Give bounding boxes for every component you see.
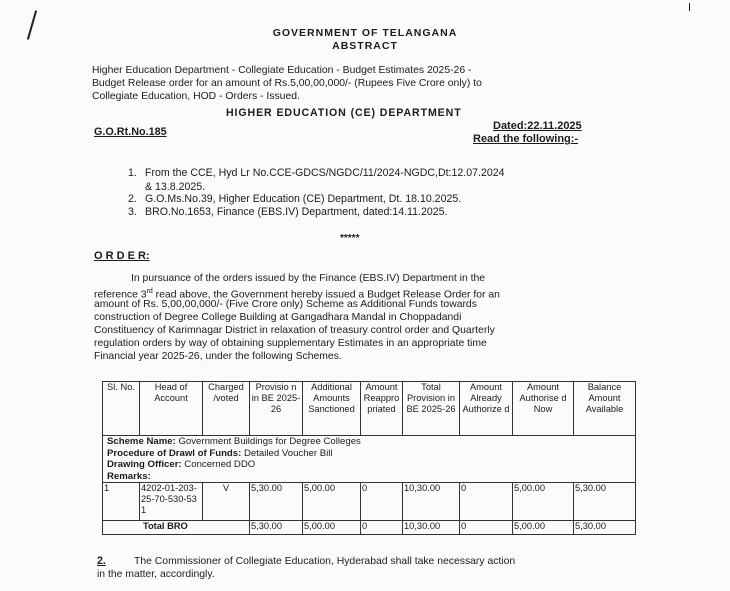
total-already-authorized: 0 bbox=[460, 521, 513, 535]
total-balance: 5,30.00 bbox=[574, 521, 636, 535]
order-line-2: reference 3rd read above, the Government hereby issued a Budget Release Order for an bbox=[94, 288, 500, 301]
total-row bbox=[103, 521, 636, 535]
total-reappropriated: 0 bbox=[361, 521, 403, 535]
order-line-5: Constituency of Karimnagar District in relaxation of treasury control order and Quarterly bbox=[94, 325, 495, 336]
scheme-name: Scheme Name: Government Buildings for Degree Colleges bbox=[107, 436, 361, 447]
subject-line-3: Collegiate Education, HOD - Orders - Issued. bbox=[92, 91, 300, 102]
scheme-info-row bbox=[103, 436, 636, 483]
cell-head-of-account: 4202-01-203-25-70-530-531 bbox=[140, 483, 203, 521]
separator-stars: ***** bbox=[340, 233, 360, 244]
cell-additional: 5,00.00 bbox=[303, 483, 361, 521]
cell-balance: 5,30.00 bbox=[574, 483, 636, 521]
col-header-authorised-now: Amount Authorise d Now bbox=[513, 382, 574, 436]
order-line-4: construction of Degree College Building at Gangadhara Mandal in Choppadandi bbox=[94, 312, 462, 323]
subject-line-1: Higher Education Department - Collegiate Education - Budget Estimates 2025-26 - bbox=[92, 65, 472, 76]
procedure-of-drawl: Procedure of Drawl of Funds: Detailed Voucher Bill bbox=[107, 447, 333, 459]
total-label: Total BRO bbox=[103, 521, 250, 535]
para-2-line-2: in the matter, accordingly. bbox=[97, 569, 215, 580]
para-2-number: 2. bbox=[97, 555, 106, 567]
ref-2-number: 2. bbox=[128, 193, 137, 205]
department-title: HIGHER EDUCATION (CE) DEPARTMENT bbox=[226, 107, 462, 119]
total-additional: 5,00.00 bbox=[303, 521, 361, 535]
cell-charged-voted: V bbox=[203, 483, 250, 521]
col-header-reappropriated: Amount Reappro priated bbox=[361, 382, 403, 436]
cell-authorised-now: 5,00.00 bbox=[513, 483, 574, 521]
col-header-additional: Additional Amounts Sanctioned bbox=[303, 382, 361, 436]
cell-reappropriated: 0 bbox=[361, 483, 403, 521]
col-header-already-authorized: Amount Already Authorize d bbox=[460, 382, 513, 436]
para-2-line-1: The Commissioner of Collegiate Education, Hyderabad shall take necessary action bbox=[134, 556, 516, 567]
col-header-charged-voted: Charged /voted bbox=[203, 382, 250, 436]
government-title: GOVERNMENT OF TELANGANA bbox=[272, 27, 458, 39]
pen-mark-right bbox=[689, 3, 690, 11]
remarks: Remarks: bbox=[107, 470, 151, 482]
go-number: G.O.Rt.No.185 bbox=[94, 126, 167, 138]
order-line-6: regulation orders by way of obtaining supplementary Estimates in an appropriate time bbox=[94, 338, 487, 349]
cell-already-authorized: 0 bbox=[460, 483, 513, 521]
order-line-1: In pursuance of the orders issued by the Finance (EBS.IV) Department in the bbox=[131, 273, 486, 284]
drawing-officer: Drawing Officer: Concerned DDO bbox=[107, 459, 256, 470]
total-authorised-now: 5,00.00 bbox=[513, 521, 574, 535]
ref-3-number: 3. bbox=[128, 206, 137, 218]
abstract-title: ABSTRACT bbox=[332, 40, 398, 52]
ref-1-number: 1. bbox=[128, 167, 137, 179]
order-line-7: Financial year 2025-26, under the following Schemes. bbox=[94, 351, 342, 362]
order-line-3: amount of Rs. 5,00,00,000/- (Five Crore only) Scheme as Additional Funds towards bbox=[94, 299, 477, 310]
cell-total-provision: 10,30.00 bbox=[403, 483, 460, 521]
subject-line-2: Budget Release order for an amount of Rs.5,00,00,000/- (Rupees Five Crore only) to bbox=[92, 78, 482, 89]
ref-3-text: BRO.No.1653, Finance (EBS.IV) Department, dated:14.11.2025. bbox=[145, 206, 448, 218]
table-row bbox=[103, 483, 636, 521]
read-following: Read the following:- bbox=[473, 133, 579, 145]
col-header-total-provision: Total Provision in BE 2025-26 bbox=[403, 382, 460, 436]
col-header-provision: Provisio n in BE 2025-26 bbox=[250, 382, 303, 436]
cell-sl-no: 1 bbox=[103, 483, 140, 521]
ref-1-line-2: & 13.8.2025. bbox=[145, 181, 206, 193]
cell-provision: 5,30.00 bbox=[250, 483, 303, 521]
ref-1-line-1: From the CCE, Hyd Lr No.CCE-GDCS/NGDC/11/2024-NGDC,Dt:12.07.2024 bbox=[145, 167, 505, 179]
col-header-sl-no: Sl. No. bbox=[103, 382, 140, 436]
ref-2-text: G.O.Ms.No.39, Higher Education (CE) Department, Dt. 18.10.2025. bbox=[145, 193, 462, 205]
col-header-head-of-account: Head of Account bbox=[140, 382, 203, 436]
total-total-provision: 10,30.00 bbox=[403, 521, 460, 535]
total-provision: 5,30.00 bbox=[250, 521, 303, 535]
order-heading: O R D E R: bbox=[94, 250, 150, 262]
dated: Dated:22.11.2025 bbox=[493, 120, 582, 132]
scheme-table bbox=[102, 381, 636, 535]
col-header-balance: Balance Amount Available bbox=[574, 382, 636, 436]
